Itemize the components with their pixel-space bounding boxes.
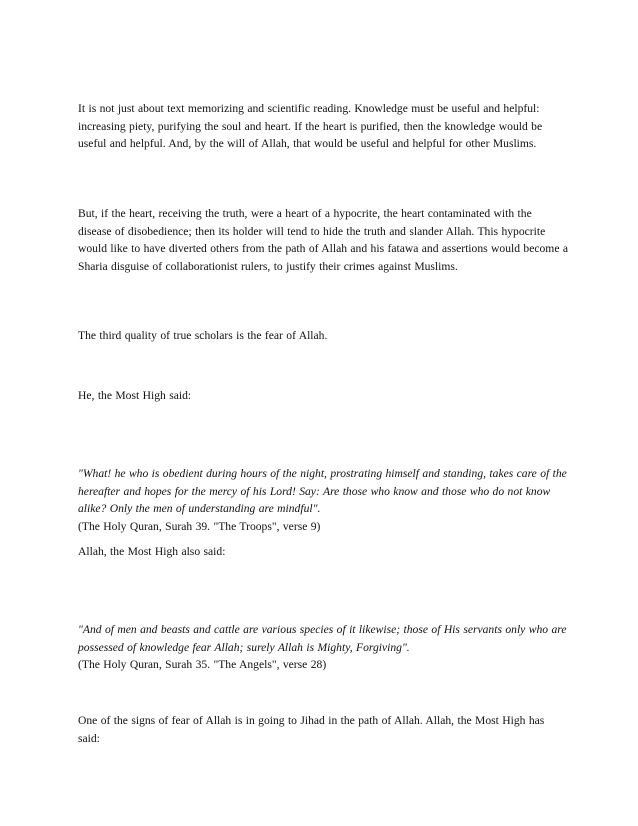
quran-citation: (The Holy Quran, Surah 39. "The Troops", verse 9) [78,519,321,533]
quran-citation: (The Holy Quran, Surah 35. "The Angels", verse 28) [78,658,327,671]
quran-quote-block-2 [78,621,568,674]
paragraph-signs-of-fear: One of the signs of fear of Allah is in going to Jihad in the path of Allah. Allah, the Most High has said: [78,714,545,745]
quran-quote-block-1 [78,465,568,535]
paragraph-hypocrite-heart: But, if the heart, receiving the truth, were a heart of a hypocrite, the heart contaminated with the disease of disobedience; then its holder will tend to hide the truth and slander Allah. This hypocrite would like to have diverted others from the path of Allah and his fatawa and assertions would become a Sharia disguise of collaborationist rulers, to justify their crimes against Muslims. [78,207,569,273]
quran-quote-text: "What! he who is obedient during hours of the night, prostrating himself and standing, takes care of the hereafter and hopes for the mercy of his Lord! Say: Are those who know and those who do not know alike? Only the men of understanding are mindful". [78,467,567,515]
quran-quote-text: "And of men and beasts and cattle are various species of it likewise; those of His servants only who are possessed of knowledge fear Allah; surely Allah is Mighty, Forgiving". [78,623,567,654]
paragraph-allah-also-said: Allah, the Most High also said: [78,545,226,558]
paragraph-third-quality: The third quality of true scholars is the fear of Allah. [78,329,328,342]
paragraph-most-high-said: He, the Most High said: [78,389,192,402]
paragraph-knowledge-useful: It is not just about text memorizing and scientific reading. Knowledge must be useful and helpful: increasing piety, purifying the soul and heart. If the heart is purified, then the knowledge would be useful and helpful. And, by the will of Allah, that would be useful and helpful for other Muslims. [78,102,543,150]
